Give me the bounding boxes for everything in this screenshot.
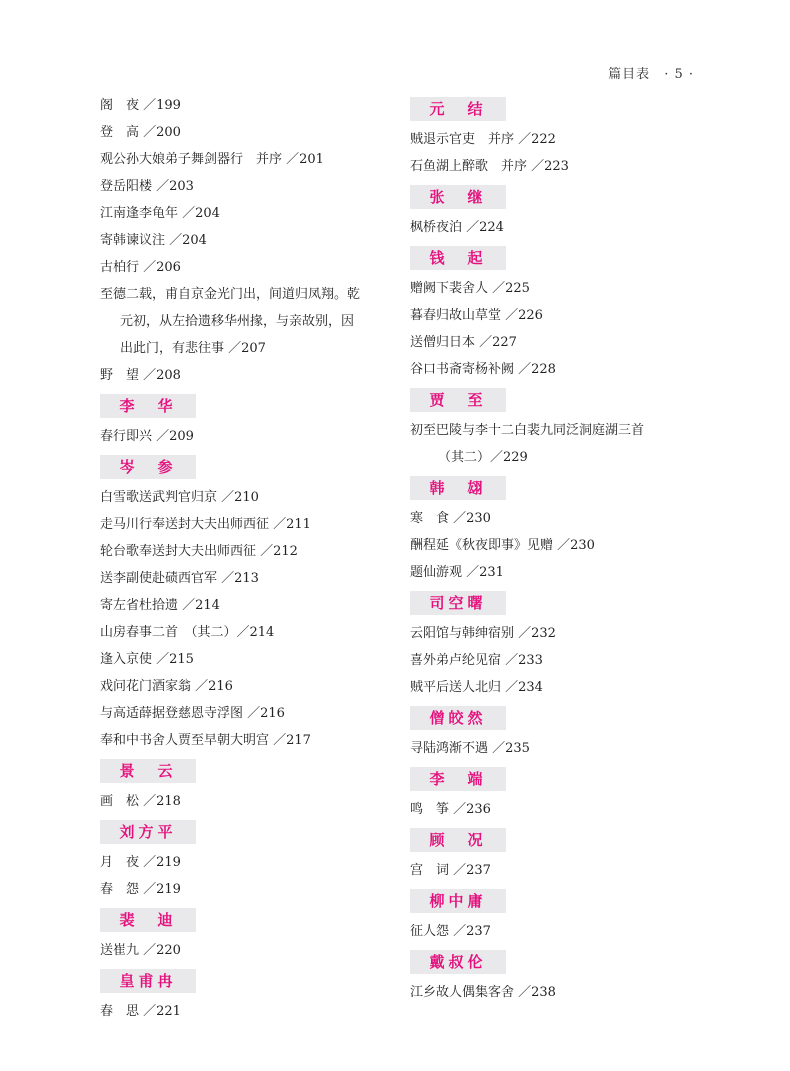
poet-heading: 柳中庸 (410, 889, 506, 913)
poet-heading: 元 结 (410, 97, 506, 121)
poet-heading: 张 继 (410, 185, 506, 209)
poem-entry: 与高适薛据登慈恩寺浮图 ／216 (100, 706, 285, 721)
section-title: 篇目表 (608, 67, 651, 82)
poem-entry: 寄韩谏议注 ／204 (100, 233, 207, 248)
poem-entry: 春 怨 ／219 (100, 882, 181, 897)
poem-entry: 贼平后送人北归 ／234 (410, 680, 543, 695)
poem-entry: 山房春事二首 （其二）／214 (100, 625, 275, 640)
poet-heading: 刘方平 (100, 820, 196, 844)
poem-entry: 云阳馆与韩绅宿别 ／232 (410, 626, 556, 641)
poet-heading: 景 云 (100, 759, 196, 783)
poem-entry: 宫 词 ／237 (410, 863, 491, 878)
poem-entry: 月 夜 ／219 (100, 855, 181, 870)
poem-entry: 观公孙大娘弟子舞剑器行 并序 ／201 (100, 152, 324, 167)
poem-entry: 走马川行奉送封大夫出师西征 ／211 (100, 517, 311, 532)
page-number: · 5 · (664, 67, 694, 82)
left-column (100, 92, 400, 1025)
poem-entry: 画 松 ／218 (100, 794, 181, 809)
poem-entry: 鸣 筝 ／236 (410, 802, 491, 817)
poem-entry: 初至巴陵与李十二白裴九同泛洞庭湖三首 (410, 423, 645, 438)
poem-entry: 送崔九 ／220 (100, 943, 181, 958)
poem-entry: 征人怨 ／237 (410, 924, 491, 939)
poem-entry: 戏问花门酒家翁 ／216 (100, 679, 233, 694)
poet-heading: 韩 翃 (410, 476, 506, 500)
poem-entry: 轮台歌奉送封大夫出师西征 ／212 (100, 544, 298, 559)
poem-entry: 寻陆鸿渐不遇 ／235 (410, 741, 530, 756)
poem-entry: 春 思 ／221 (100, 1004, 181, 1019)
poet-heading: 裴 迪 (100, 908, 196, 932)
poem-entry: 江南逢李龟年 ／204 (100, 206, 220, 221)
poem-entry: 寒 食 ／230 (410, 511, 491, 526)
poet-heading: 僧皎然 (410, 706, 506, 730)
poem-entry: 登岳阳楼 ／203 (100, 179, 194, 194)
right-column (410, 92, 710, 1006)
poem-entry: 枫桥夜泊 ／224 (410, 220, 504, 235)
poem-entry: 白雪歌送武判官归京 ／210 (100, 490, 259, 505)
poet-heading: 司空曙 (410, 591, 506, 615)
poem-entry: 酬程延《秋夜即事》见赠 ／230 (410, 538, 595, 553)
poem-entry: 送僧归日本 ／227 (410, 335, 517, 350)
poem-entry: 石鱼湖上醉歌 并序 ／223 (410, 159, 569, 174)
poem-entry: 喜外弟卢纶见宿 ／233 (410, 653, 543, 668)
poet-heading: 戴叔伦 (410, 950, 506, 974)
poem-entry: 春行即兴 ／209 (100, 429, 194, 444)
poem-entry: 送李副使赴碛西官军 ／213 (100, 571, 259, 586)
poet-heading: 岑 参 (100, 455, 196, 479)
poet-heading: 皇甫冉 (100, 969, 196, 993)
poem-entry: 江乡故人偶集客舍 ／238 (410, 985, 556, 1000)
poet-heading: 钱 起 (410, 246, 506, 270)
poem-entry: 谷口书斋寄杨补阙 ／228 (410, 362, 556, 377)
entry-continuation: 出此门，有悲往事 ／207 (120, 341, 266, 356)
poem-entry: 野 望 ／208 (100, 368, 181, 383)
entry-continuation: 元初，从左拾遗移华州掾，与亲故别，因 (120, 314, 355, 329)
poem-entry: 赠阙下裴舍人 ／225 (410, 281, 530, 296)
poet-heading: 顾 况 (410, 828, 506, 852)
poet-heading: 贾 至 (410, 388, 506, 412)
poem-entry: 奉和中书舍人贾至早朝大明宫 ／217 (100, 733, 311, 748)
poet-heading: 李 华 (100, 394, 196, 418)
entry-continuation: （其二）／229 (438, 450, 528, 465)
poet-heading: 李 端 (410, 767, 506, 791)
poem-entry: 暮春归故山草堂 ／226 (410, 308, 543, 323)
poem-entry: 题仙游观 ／231 (410, 565, 504, 580)
running-header (608, 63, 694, 82)
poem-entry: 至德二载，甫自京金光门出，间道归凤翔。乾 (100, 287, 361, 302)
poem-entry: 阁 夜 ／199 (100, 98, 181, 113)
poem-entry: 登 高 ／200 (100, 125, 181, 140)
poem-entry: 寄左省杜拾遗 ／214 (100, 598, 220, 613)
poem-entry: 古柏行 ／206 (100, 260, 181, 275)
poem-entry: 贼退示官吏 并序 ／222 (410, 132, 556, 147)
poem-entry: 逢入京使 ／215 (100, 652, 194, 667)
